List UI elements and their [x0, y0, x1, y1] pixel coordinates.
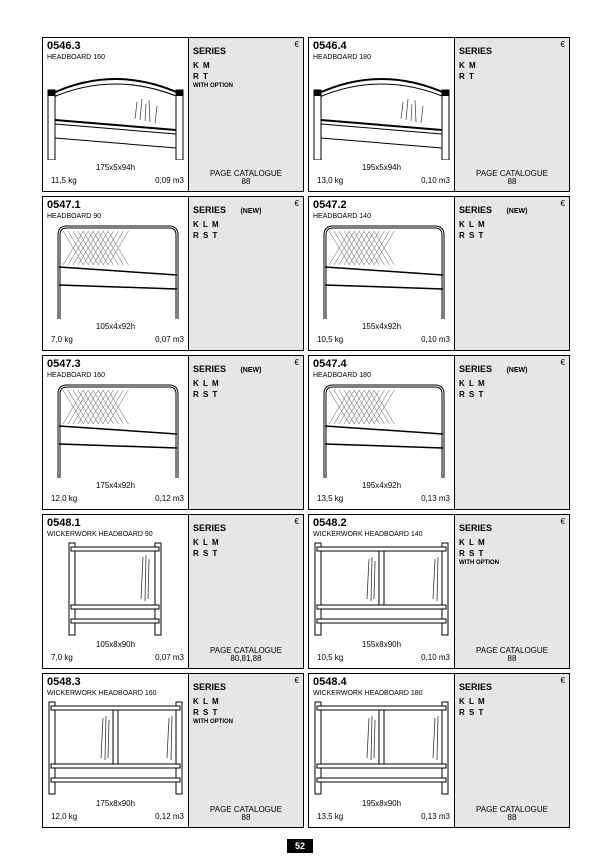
- euro-icon: €: [560, 199, 565, 208]
- product-volume: 0,10 m3: [421, 176, 450, 185]
- product-weight: 10,5 kg: [317, 335, 344, 344]
- product-info: [309, 674, 455, 827]
- product-card: [42, 673, 304, 828]
- product-code: 0548.4: [313, 676, 347, 688]
- product-weight: 13,0 kg: [317, 176, 344, 185]
- product-info: [43, 197, 189, 350]
- option-note: WITH OPTION: [193, 83, 233, 89]
- series-panel: [189, 197, 303, 350]
- product-drawing: [311, 382, 452, 478]
- series-line-1: K M: [193, 61, 211, 70]
- page-catalogue: [189, 170, 303, 186]
- series-line-2: R S T: [193, 390, 219, 399]
- product-card: [308, 514, 570, 669]
- product-volume: 0,07 m3: [155, 335, 184, 344]
- product-drawing: [45, 382, 186, 478]
- euro-icon: €: [294, 676, 299, 685]
- product-name: WICKERWORK HEADBOARD 160: [47, 690, 157, 697]
- page-catalogue-number: 80,81,88: [230, 654, 262, 663]
- product-weight: 10,5 kg: [317, 653, 344, 662]
- series-line-2: R S T: [459, 549, 485, 558]
- series-title: SERIES: [193, 205, 227, 215]
- series-title: SERIES: [459, 682, 493, 692]
- catalogue-row: [42, 673, 570, 828]
- product-name: HEADBOARD 160: [47, 372, 105, 379]
- product-card: [308, 673, 570, 828]
- product-dimensions: 155x4x92h: [361, 322, 402, 331]
- product-card: [308, 355, 570, 510]
- product-dimensions: 175x8x90h: [95, 799, 136, 808]
- new-badge: (NEW): [240, 208, 262, 215]
- product-volume: 0,10 m3: [421, 335, 450, 344]
- product-code: 0547.4: [313, 358, 347, 370]
- series-panel: [455, 674, 569, 827]
- series-title: SERIES: [459, 523, 493, 533]
- product-code: 0548.3: [47, 676, 81, 688]
- option-note: WITH OPTION: [193, 719, 233, 725]
- page-number: 52: [287, 839, 313, 853]
- euro-icon: €: [560, 517, 565, 526]
- page-catalogue: [189, 806, 303, 822]
- series-line-1: K L M: [459, 697, 486, 706]
- series-line-1: K L M: [193, 538, 220, 547]
- product-volume: 0,07 m3: [155, 653, 184, 662]
- series-line-2: R T: [193, 72, 209, 81]
- product-dimensions: 105x8x90h: [95, 640, 136, 649]
- page-catalogue-number: 88: [507, 813, 517, 822]
- product-info: [309, 515, 455, 668]
- product-volume: 0,13 m3: [421, 494, 450, 503]
- product-name: HEADBOARD 90: [47, 213, 102, 220]
- product-volume: 0,13 m3: [421, 812, 450, 821]
- page-catalogue-label: PAGE CATALOGUE: [475, 646, 548, 655]
- series-panel: [455, 38, 569, 191]
- series-line-1: K L M: [459, 379, 486, 388]
- product-dimensions: 195x8x90h: [361, 799, 402, 808]
- new-badge: (NEW): [506, 208, 528, 215]
- product-drawing: [45, 700, 186, 796]
- series-title: SERIES: [459, 46, 493, 56]
- product-info: [43, 38, 189, 191]
- product-volume: 0,10 m3: [421, 653, 450, 662]
- series-panel: [189, 356, 303, 509]
- product-volume: 0,09 m3: [155, 176, 184, 185]
- page-catalogue: [189, 647, 303, 663]
- product-code: 0547.2: [313, 199, 347, 211]
- catalogue-grid: [42, 37, 570, 832]
- series-line-1: K L M: [459, 220, 486, 229]
- product-code: 0547.3: [47, 358, 81, 370]
- product-weight: 12,0 kg: [51, 494, 78, 503]
- product-weight: 11,5 kg: [51, 176, 77, 185]
- new-badge: (NEW): [240, 367, 262, 374]
- product-drawing: [311, 700, 452, 796]
- page-catalogue-number: 88: [507, 177, 517, 186]
- product-dimensions: 175x4x92h: [95, 481, 136, 490]
- new-badge: (NEW): [506, 367, 528, 374]
- product-drawing: [45, 223, 186, 319]
- catalogue-row: [42, 355, 570, 510]
- product-name: HEADBOARD 180: [313, 372, 371, 379]
- page-catalogue-label: PAGE CATALOGUE: [475, 169, 548, 178]
- product-code: 0547.1: [47, 199, 81, 211]
- product-info: [43, 515, 189, 668]
- product-dimensions: 105x4x92h: [95, 322, 136, 331]
- series-line-2: R S T: [459, 708, 485, 717]
- series-title: SERIES: [459, 364, 493, 374]
- product-volume: 0,12 m3: [155, 812, 184, 821]
- product-code: 0546.3: [47, 40, 81, 52]
- euro-icon: €: [560, 40, 565, 49]
- catalogue-row: [42, 196, 570, 351]
- series-line-1: K L M: [193, 697, 220, 706]
- euro-icon: €: [294, 199, 299, 208]
- product-info: [309, 38, 455, 191]
- series-line-1: K L M: [459, 538, 486, 547]
- page-catalogue-number: 88: [241, 813, 251, 822]
- product-weight: 13,5 kg: [317, 812, 344, 821]
- product-dimensions: 175x5x94h: [95, 163, 136, 172]
- euro-icon: €: [294, 40, 299, 49]
- product-drawing: [311, 223, 452, 319]
- page-catalogue: [455, 806, 569, 822]
- series-panel: [189, 515, 303, 668]
- product-name: HEADBOARD 160: [47, 54, 105, 61]
- series-panel: [455, 515, 569, 668]
- product-card: [42, 196, 304, 351]
- euro-icon: €: [560, 358, 565, 367]
- product-name: WICKERWORK HEADBOARD 180: [313, 690, 423, 697]
- product-card: [308, 37, 570, 192]
- product-volume: 0,12 m3: [155, 494, 184, 503]
- product-drawing: [45, 64, 186, 160]
- series-panel: [189, 38, 303, 191]
- series-title: SERIES: [193, 682, 227, 692]
- product-name: WICKERWORK HEADBOARD 140: [313, 531, 423, 538]
- product-dimensions: 195x5x94h: [361, 163, 402, 172]
- option-note: WITH OPTION: [459, 560, 499, 566]
- product-code: 0546.4: [313, 40, 347, 52]
- euro-icon: €: [294, 358, 299, 367]
- series-panel: [455, 197, 569, 350]
- product-code: 0548.2: [313, 517, 347, 529]
- page-catalogue-label: PAGE CATALOGUE: [209, 805, 282, 814]
- product-info: [309, 197, 455, 350]
- product-dimensions: 155x8x90h: [361, 640, 402, 649]
- product-drawing: [45, 541, 186, 637]
- page-catalogue-label: PAGE CATALOGUE: [475, 805, 548, 814]
- series-title: SERIES: [193, 523, 227, 533]
- series-line-1: K M: [459, 61, 477, 70]
- product-info: [309, 356, 455, 509]
- catalogue-row: [42, 37, 570, 192]
- series-title: SERIES: [193, 364, 227, 374]
- product-code: 0548.1: [47, 517, 81, 529]
- product-card: [42, 514, 304, 669]
- product-drawing: [311, 64, 452, 160]
- series-line-2: R S T: [193, 231, 219, 240]
- series-line-2: R T: [459, 72, 475, 81]
- series-line-2: R S T: [193, 708, 219, 717]
- product-weight: 7,0 kg: [51, 335, 73, 344]
- page-catalogue-number: 88: [241, 177, 251, 186]
- page-catalogue-label: PAGE CATALOGUE: [209, 169, 282, 178]
- series-panel: [455, 356, 569, 509]
- euro-icon: €: [294, 517, 299, 526]
- product-name: HEADBOARD 140: [313, 213, 371, 220]
- product-name: WICKERWORK HEADBOARD 90: [47, 531, 153, 538]
- product-card: [42, 355, 304, 510]
- euro-icon: €: [560, 676, 565, 685]
- product-weight: 13,5 kg: [317, 494, 344, 503]
- series-line-1: K L M: [193, 379, 220, 388]
- series-title: SERIES: [459, 205, 493, 215]
- product-weight: 12,0 kg: [51, 812, 78, 821]
- product-dimensions: 195x4x92h: [361, 481, 402, 490]
- product-card: [42, 37, 304, 192]
- product-drawing: [311, 541, 452, 637]
- series-line-2: R S T: [193, 549, 219, 558]
- product-card: [308, 196, 570, 351]
- catalogue-row: [42, 514, 570, 669]
- page-catalogue: [455, 170, 569, 186]
- page-catalogue: [455, 647, 569, 663]
- product-info: [43, 674, 189, 827]
- page-catalogue-label: PAGE CATALOGUE: [209, 646, 282, 655]
- product-weight: 7,0 kg: [51, 653, 73, 662]
- product-info: [43, 356, 189, 509]
- series-panel: [189, 674, 303, 827]
- series-title: SERIES: [193, 46, 227, 56]
- series-line-1: K L M: [193, 220, 220, 229]
- series-line-2: R S T: [459, 390, 485, 399]
- series-line-2: R S T: [459, 231, 485, 240]
- product-name: HEADBOARD 180: [313, 54, 371, 61]
- page-catalogue-number: 88: [507, 654, 517, 663]
